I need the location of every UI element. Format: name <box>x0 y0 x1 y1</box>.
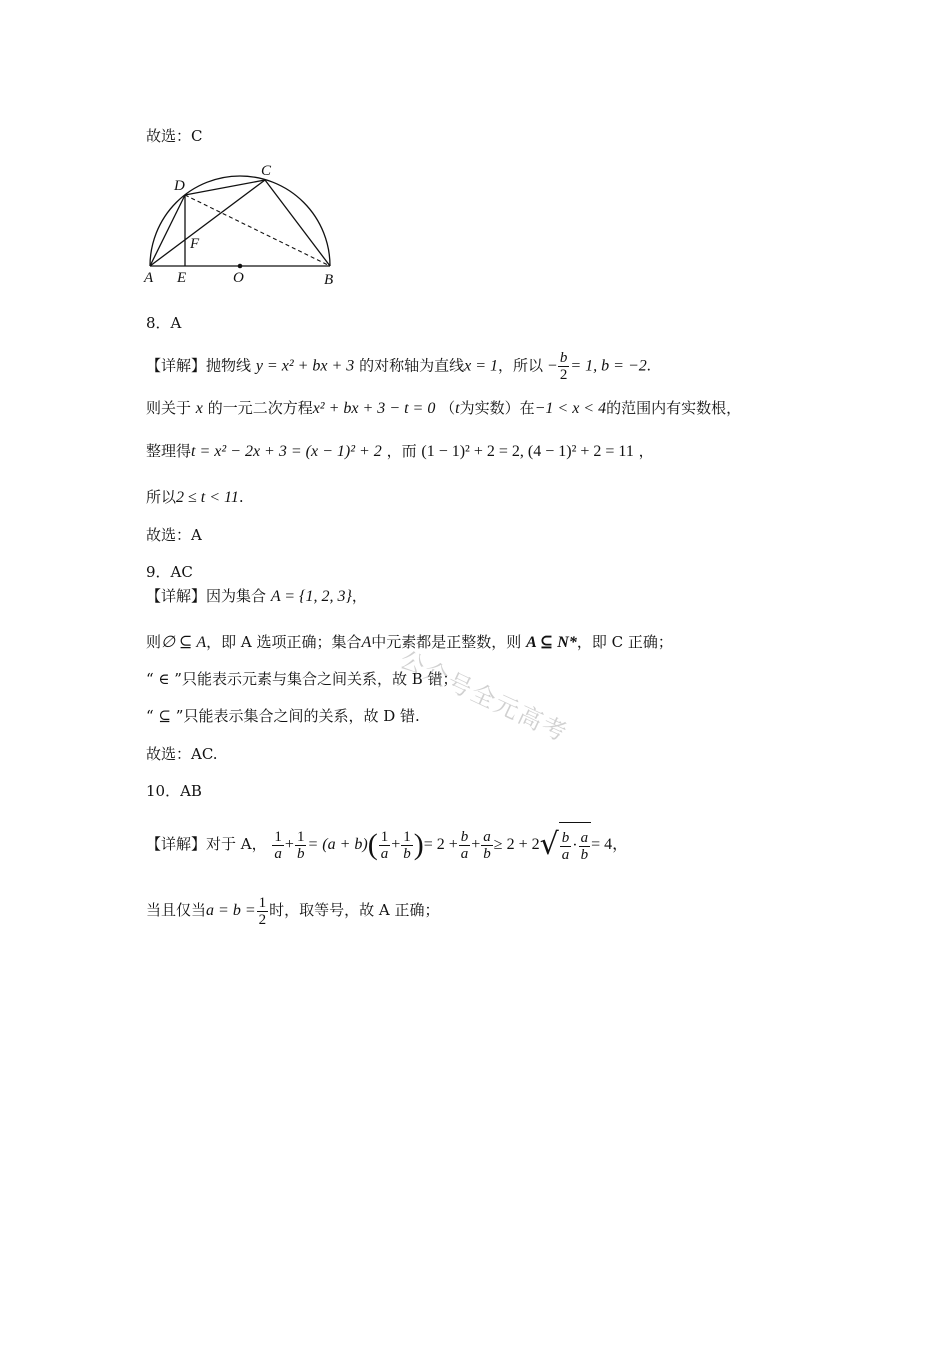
math-expr: A ⊆ N* <box>526 634 577 651</box>
radical-sign: √ <box>539 827 559 862</box>
fraction-b-over-a <box>459 829 471 862</box>
fraction-1-over-a <box>379 829 391 862</box>
text: 的对称轴为直线 <box>359 356 465 375</box>
text: ，所以 <box>498 356 544 375</box>
q8-line1 <box>146 350 651 383</box>
text: 则关于 <box>146 399 192 417</box>
math-expr: a = b = <box>206 902 256 919</box>
q9-line1 <box>146 586 367 607</box>
denominator: b <box>296 845 305 862</box>
numerator: b <box>460 828 469 845</box>
q8-answer: 故选：A <box>146 526 202 544</box>
math-expr: 2 ≤ t < 11 <box>176 489 239 506</box>
text: ，即 A 选项正确；集合 <box>206 633 362 651</box>
detail-tag: 【详解】 <box>146 835 207 853</box>
denominator: b <box>403 845 411 862</box>
segment-ac <box>150 180 265 266</box>
segment-ad <box>150 195 185 266</box>
text: ，而 <box>386 442 417 460</box>
detail-tag: 【详解】 <box>146 587 207 605</box>
numerator: a <box>580 829 589 846</box>
text: 时，取等号，故 A 正确； <box>269 901 440 919</box>
q9-line4: “ ⊆ ”只能表示集合之间的关系，故 D 错. <box>146 707 420 725</box>
text: 所以 <box>146 488 177 506</box>
label-b: B <box>324 272 334 288</box>
math-expr: x = 1 <box>464 357 499 375</box>
math-expr: (1 − 1)² + 2 = 2, (4 − 1)² + 2 = 11 <box>421 443 634 460</box>
q8-line4 <box>146 487 244 508</box>
q10-number: 10．AB <box>146 782 202 800</box>
math-expr: x² + bx + 3 − t = 0 <box>312 400 436 417</box>
plus-sign: + <box>284 836 294 853</box>
fraction-1-over-b <box>401 829 413 862</box>
q9-number: 9．AC <box>146 563 193 581</box>
radicand <box>559 822 591 868</box>
text: ， <box>351 587 367 605</box>
text: 则 <box>146 633 162 651</box>
detail-tag: 【详解】 <box>146 356 207 375</box>
text: 的范围内有实数根， <box>606 399 742 417</box>
fraction-b-over-a <box>560 830 572 863</box>
math-var: A <box>361 634 372 651</box>
math-expr: y = x² + bx + 3 <box>255 357 355 375</box>
denominator: b <box>580 846 589 863</box>
denominator: a <box>380 845 389 862</box>
denominator: a <box>460 845 469 862</box>
text: 抛物线 <box>206 356 252 375</box>
math-expr: = 4， <box>591 836 629 853</box>
denominator: b <box>483 845 491 862</box>
numerator: b <box>561 829 570 846</box>
numerator: b <box>559 350 568 366</box>
text: 中元素都是正整数，则 <box>371 633 522 651</box>
math-expr: = 2 + <box>423 836 458 853</box>
period: . <box>646 357 651 375</box>
text: ，即 C 正确； <box>576 633 673 651</box>
q9-answer: 故选：AC. <box>146 745 218 763</box>
q9-line3: “ ∈ ”只能表示元素与集合之间关系，故 B 错； <box>146 670 458 688</box>
text: 因为集合 <box>206 587 267 605</box>
text: 为实数）在 <box>459 399 535 417</box>
math-var: x <box>195 400 203 417</box>
text: 当且仅当 <box>146 901 207 919</box>
plus-sign: + <box>391 836 401 853</box>
geometry-diagram <box>140 160 350 295</box>
fraction-a-over-b <box>579 830 591 863</box>
math-expr: = (a + b) <box>307 836 368 853</box>
text: 整理得 <box>146 442 192 460</box>
numerator: 1 <box>403 828 411 845</box>
numerator: 1 <box>274 828 282 845</box>
plus-sign: + <box>471 836 481 853</box>
q8-line3 <box>146 441 654 462</box>
semicircle-figure <box>140 160 350 299</box>
center-point-o <box>238 264 243 269</box>
label-d: D <box>174 178 185 194</box>
math-expr: ∅ ⊆ A <box>161 634 207 651</box>
square-root <box>540 822 591 868</box>
math-expr: t = x² − 2x + 3 = (x − 1)² + 2 <box>191 443 382 460</box>
math-expr: A = {1, 2, 3} <box>270 588 352 605</box>
label-f: F <box>190 236 200 252</box>
numerator: a <box>483 828 491 845</box>
segment-db-dashed <box>185 195 330 266</box>
math-expr: = 1, b = −2 <box>570 357 647 375</box>
label-c: C <box>261 163 272 179</box>
left-paren: ( <box>367 828 378 861</box>
q8-number: 8．A <box>146 314 182 332</box>
watermark: 公众号全元高考 <box>395 645 573 748</box>
denominator: 2 <box>559 367 568 383</box>
right-paren: ) <box>413 828 424 861</box>
fraction-one-half <box>257 895 269 928</box>
label-o: O <box>233 270 244 286</box>
text: . <box>238 488 244 506</box>
label-a: A <box>144 270 154 286</box>
text: 的一元二次方程 <box>207 399 313 417</box>
text: 对于 A， <box>206 835 267 853</box>
fraction-1-over-a <box>272 829 284 862</box>
dot-operator: · <box>572 837 578 854</box>
label-e: E <box>177 270 187 286</box>
math-expr: ≥ 2 + 2 <box>493 836 540 853</box>
q10-line1 <box>146 822 628 868</box>
fraction-1-over-b <box>295 829 307 862</box>
numerator: 1 <box>258 894 267 911</box>
fraction <box>558 350 570 383</box>
text: ， <box>638 442 654 460</box>
math-var: t <box>455 400 460 417</box>
text: （ <box>440 399 456 417</box>
denominator: a <box>274 845 282 862</box>
math-expr: −1 < x < 4 <box>534 400 607 417</box>
denominator: 2 <box>258 911 267 928</box>
minus-sign: − <box>547 357 557 375</box>
denominator: a <box>561 846 570 863</box>
numerator: 1 <box>296 828 305 845</box>
numerator: 1 <box>380 828 389 845</box>
q10-line2 <box>146 888 439 933</box>
fraction-a-over-b <box>481 829 493 862</box>
prev-answer: 故选：C <box>146 127 203 145</box>
segment-cb <box>265 180 330 266</box>
q8-line2 <box>146 398 741 419</box>
